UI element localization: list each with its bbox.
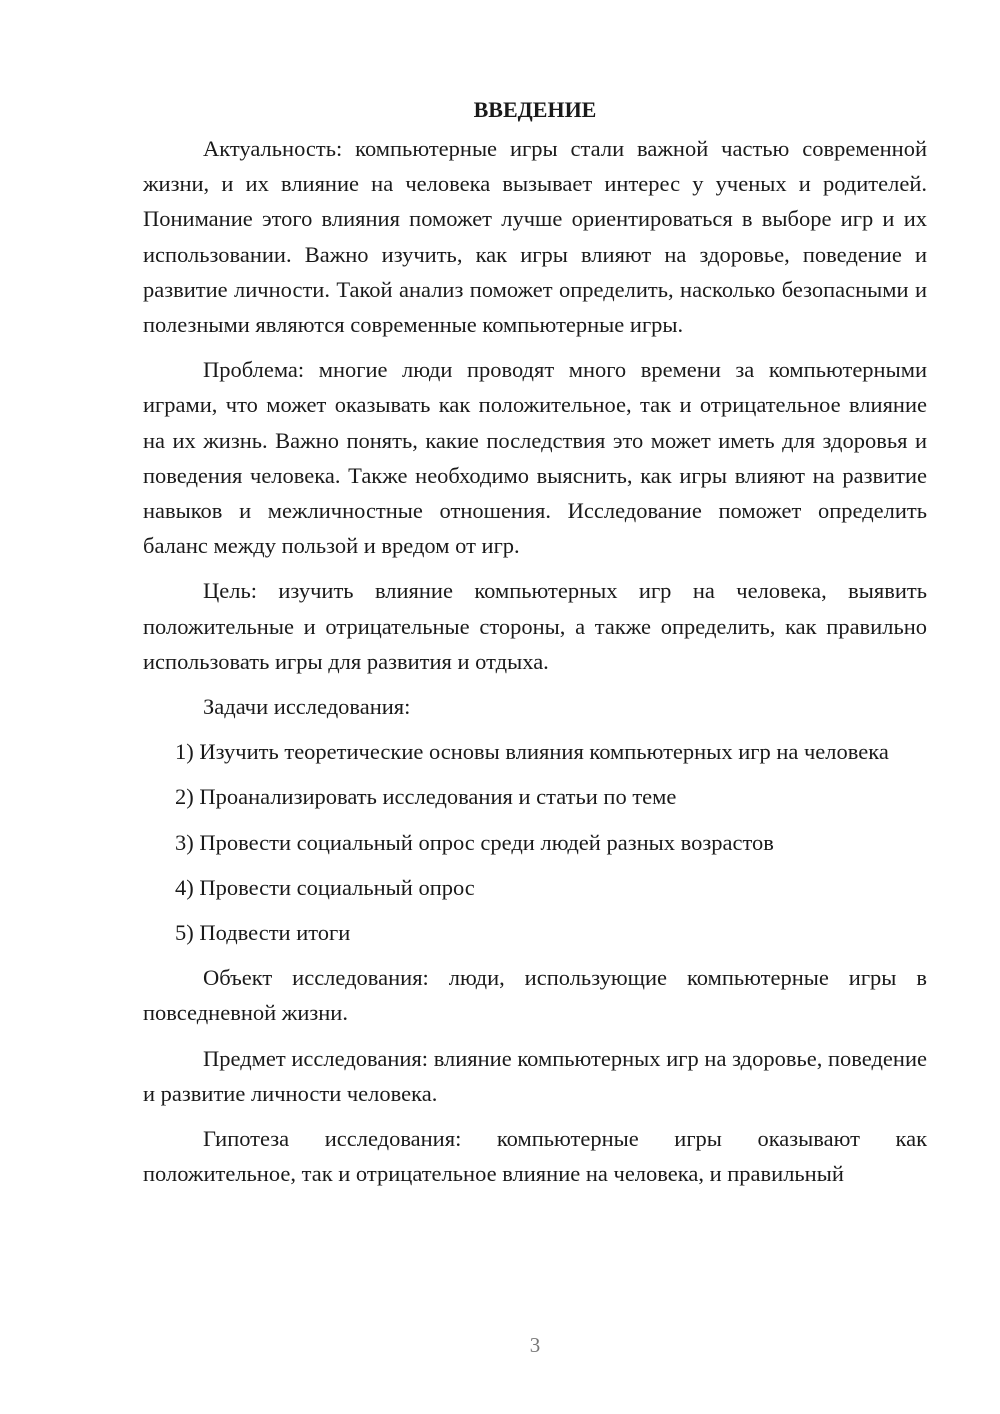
task-item: 2) Проанализировать исследования и статьи по теме: [175, 784, 677, 810]
task-item: 3) Провести социальный опрос среди людей разных возрастов: [175, 829, 774, 855]
paragraph-relevance: Актуальность: компьютерные игры стали важной частью современной жизни, и их влияние на человека вызывает интерес у ученых и родителей. Понимание этого влияния поможет лучше ориентироваться в выборе игр и их использовании. Важно изучить, как игры влияют на здоровье, поведение и развитие личности. Такой анализ поможет определить, насколько безопасными и полезными являются современные компьютерные игры.: [143, 136, 927, 338]
paragraph-object: Объект исследования: люди, использующие компьютерные игры в повседневной жизни.: [143, 965, 927, 1026]
tasks-heading: Задачи исследования:: [203, 694, 411, 720]
task-item: 1) Изучить теоретические основы влияния компьютерных игр на человека: [175, 739, 889, 765]
document-body: [143, 92, 927, 1201]
section-heading: ВВЕДЕНИЕ: [473, 97, 597, 122]
paragraph-problem: Проблема: многие люди проводят много времени за компьютерными играми, что может оказывать как положительное, так и отрицательное влияние на их жизнь. Важно понять, какие последствия это может иметь для здоровья и поведения человека. Также необходимо выяснить, как игры влияют на развитие навыков и межличностные отношения. Исследование поможет определить баланс между пользой и вредом от игр.: [143, 357, 927, 559]
task-item: 4) Провести социальный опрос: [175, 874, 475, 900]
task-item: 5) Подвести итоги: [175, 920, 351, 946]
paragraph-subject: Предмет исследования: влияние компьютерных игр на здоровье, поведение и развитие личности человека.: [143, 1045, 927, 1106]
paragraph-goal: Цель: изучить влияние компьютерных игр на человека, выявить положительные и отрицательные стороны, а также определить, как правильно использовать игры для развития и отдыха.: [143, 578, 927, 674]
paragraph-hypothesis: Гипотеза исследования: компьютерные игры оказывают как положительное, так и отрицательное влияние на человека, и правильный: [143, 1126, 927, 1187]
page-number: 3: [529, 1333, 541, 1357]
